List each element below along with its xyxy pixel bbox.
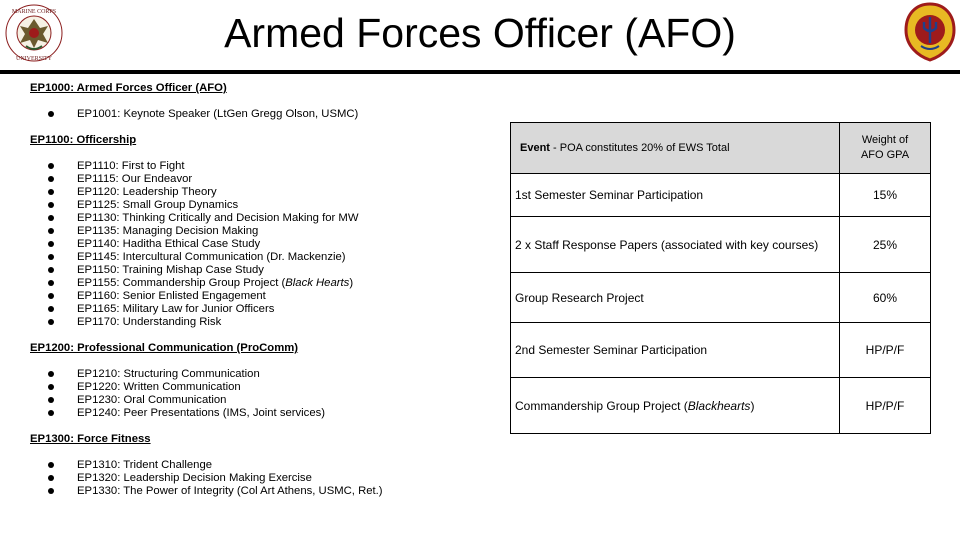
section-item-list (30, 459, 490, 498)
table-row (511, 323, 931, 378)
list-item: EP1320: Leadership Decision Making Exercise (30, 472, 490, 485)
list-item: EP1140: Haditha Ethical Case Study (30, 238, 490, 251)
event-cell (511, 378, 840, 434)
page-title: Armed Forces Officer (AFO) (224, 10, 736, 56)
table-header-row (511, 123, 931, 174)
list-item: EP1120: Leadership Theory (30, 186, 490, 199)
header-event-note: - POA constitutes 20% of EWS Total (549, 142, 730, 154)
list-item: EP1170: Understanding Risk (30, 316, 490, 329)
header-weight-line1: Weight of (861, 134, 909, 146)
list-item: EP1110: First to Fight (30, 160, 490, 173)
event-cell: 2nd Semester Seminar Participation (511, 323, 840, 378)
weight-cell: 25% (840, 217, 931, 273)
list-item: EP1220: Written Communication (30, 381, 490, 394)
header-divider (0, 70, 960, 74)
outline-section-ep1100 (30, 134, 490, 342)
list-item: EP1130: Thinking Critically and Decision Making for MW (30, 212, 490, 225)
list-item: EP1230: Oral Communication (30, 394, 490, 407)
section-item-list (30, 160, 490, 329)
section-heading: EP1300: Force Fitness (30, 433, 151, 445)
section-heading: EP1200: Professional Communication (ProComm) (30, 342, 299, 354)
table-row (511, 174, 931, 217)
table-row (511, 217, 931, 273)
section-heading: EP1100: Officership (30, 134, 137, 146)
header-event (511, 123, 840, 174)
list-item: EP1165: Military Law for Junior Officers (30, 303, 490, 316)
section-heading: EP1000: Armed Forces Officer (AFO) (30, 82, 227, 94)
weight-cell: 60% (840, 273, 931, 323)
list-item: EP1210: Structuring Communication (30, 368, 490, 381)
list-item: EP1150: Training Mishap Case Study (30, 264, 490, 277)
item-text: EP1155: Commandership Group Project ( (77, 277, 286, 289)
list-item: EP1145: Intercultural Communication (Dr. Mackenzie) (30, 251, 490, 264)
expeditionary-warfare-school-seal-logo (904, 2, 956, 62)
list-item: EP1310: Trident Challenge (30, 459, 490, 472)
seal-text-top: MARINE CORPS (11, 9, 57, 15)
section-item-list (30, 368, 490, 420)
weight-cell: 15% (840, 174, 931, 217)
seal-text-bottom: UNIVERSITY (16, 56, 52, 62)
event-cell: Group Research Project (511, 273, 840, 323)
header-event-label: Event (520, 142, 550, 154)
list-item: EP1125: Small Group Dynamics (30, 199, 490, 212)
event-text-after: ) (750, 398, 755, 413)
event-cell: 1st Semester Seminar Participation (511, 174, 840, 217)
list-item: EP1001: Keynote Speaker (LtGen Gregg Olson, USMC) (30, 108, 490, 121)
table-row (511, 378, 931, 434)
section-item-list (30, 108, 490, 121)
event-text: Commandership Group Project ( (515, 398, 688, 413)
list-item (30, 277, 490, 290)
item-italic-title: Black Hearts (285, 277, 350, 289)
list-item: EP1240: Peer Presentations (IMS, Joint services) (30, 407, 490, 420)
list-item: EP1115: Our Endeavor (30, 173, 490, 186)
course-outline (30, 82, 490, 498)
event-italic-title: Blackhearts (687, 398, 751, 413)
outline-section-ep1000 (30, 82, 490, 134)
list-item: EP1160: Senior Enlisted Engagement (30, 290, 490, 303)
outline-section-ep1200 (30, 342, 490, 433)
list-item: EP1330: The Power of Integrity (Col Art Athens, USMC, Ret.) (30, 485, 490, 498)
event-cell: 2 x Staff Response Papers (associated with key courses) (511, 217, 840, 273)
header-weight (840, 123, 931, 174)
table-row (511, 273, 931, 323)
outline-section-ep1300 (30, 433, 490, 498)
grade-weights-table (510, 122, 931, 434)
item-text-after: ) (349, 277, 354, 289)
header-weight-line2: AFO GPA (860, 149, 910, 161)
list-item: EP1135: Managing Decision Making (30, 225, 490, 238)
weight-cell: HP/P/F (840, 323, 931, 378)
weight-cell: HP/P/F (840, 378, 931, 434)
